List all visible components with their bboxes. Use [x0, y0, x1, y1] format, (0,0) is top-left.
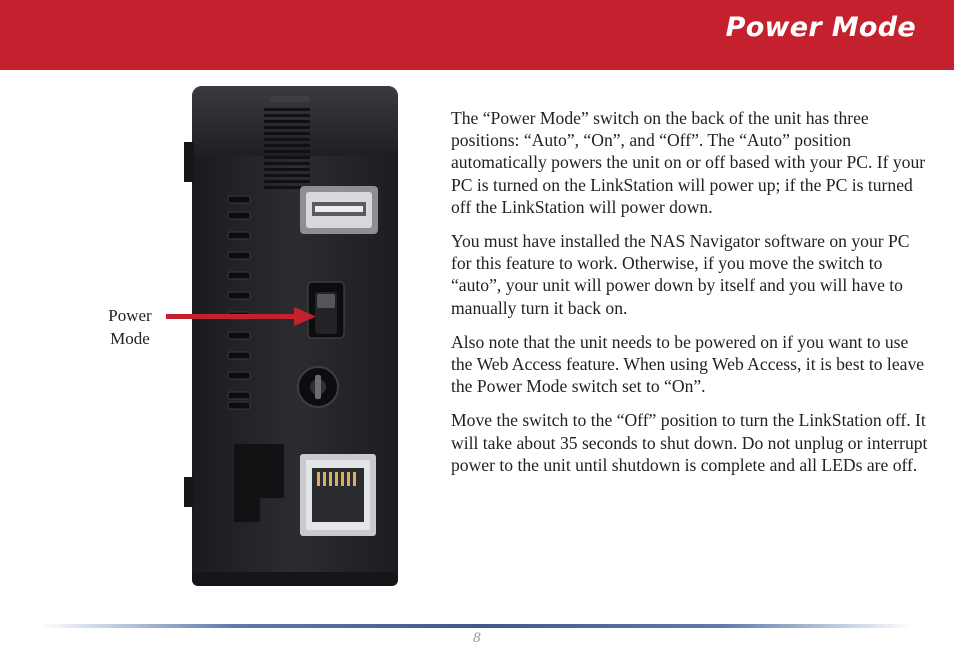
dc-power-jack — [298, 367, 338, 407]
lan-port — [300, 454, 376, 536]
paragraph-4: Move the switch to the “Off” position to turn the LinkStation off. It will take about 35 seconds to shut down. Do not unplug or interrupt power to the unit until shutdown is complete and all LEDs are off. — [451, 410, 928, 475]
paragraph-1: The “Power Mode” switch on the back of the unit has three positions: “Auto”, “On”, and “Off”. The “Auto” position automatically powers the unit on or off based with your PC. If your PC is turned on the LinkStation will power up; if the PC is turned off the LinkStation will power down. — [451, 108, 926, 217]
header-bar — [0, 0, 954, 70]
power-mode-callout-label — [96, 304, 164, 350]
arrow-head — [294, 307, 316, 326]
paragraph-2: You must have installed the NAS Navigator software on your PC for this feature to work. Otherwise, if you move the switch to “auto”, your unit will power down by itself and you will have to manually turn it back on. — [451, 231, 910, 318]
footer-divider — [40, 624, 914, 628]
page-title: Power Mode — [725, 12, 916, 43]
callout-line-1: Power — [108, 306, 152, 325]
callout-arrow — [166, 305, 316, 329]
usb-port — [300, 186, 378, 234]
linkstation-device-image — [184, 82, 404, 588]
body-text — [451, 107, 929, 488]
arrow-shaft — [166, 314, 298, 319]
callout-line-2: Mode — [110, 329, 150, 348]
page-number: 8 — [472, 631, 482, 646]
paragraph-3: Also note that the unit needs to be powered on if you want to use the Web Access feature. When using Web Access, it is best to leave the Power Mode switch set to “On”. — [451, 331, 925, 397]
